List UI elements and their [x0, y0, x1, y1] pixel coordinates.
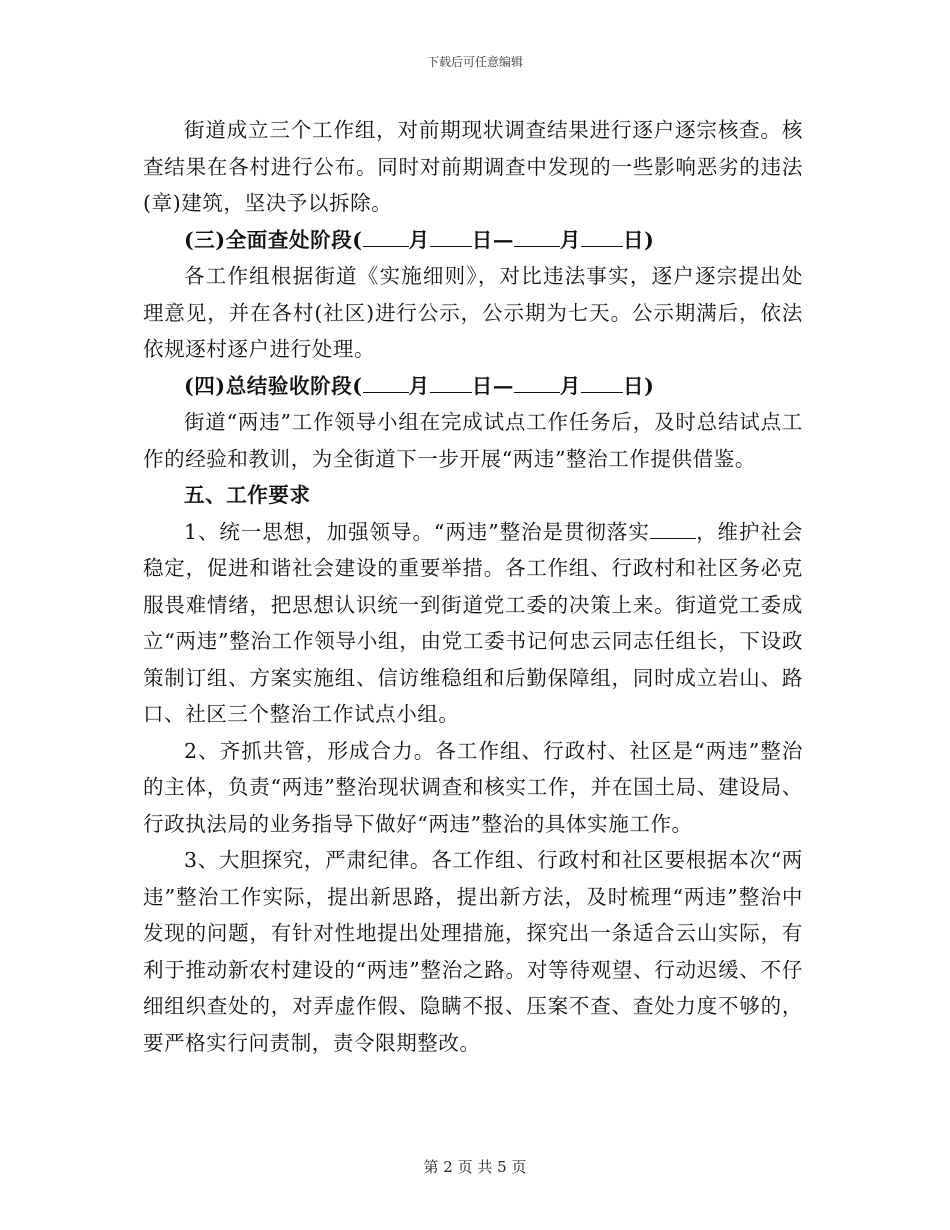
heading-stage-four-title: (四)总结验收阶段( [184, 373, 363, 398]
blank-field [514, 370, 560, 393]
month-label: 月 [559, 373, 582, 398]
document-body [143, 112, 803, 1061]
day-label: 日— [471, 373, 514, 398]
heading-stage-three [143, 222, 803, 259]
paragraph-processing: 各工作组根据街道《实施细则》，对比违法事实，逐户逐宗提出处理意见，并在各村(社区)进行公示，公示期为七天。公示期满后，依法依规逐村逐户进行处理。 [143, 264, 803, 361]
requirement-item-2: 2、齐抓共管，形成合力。各工作组、行政村、社区是“两违”整治的主体，负责“两违”整治现状调查和核实工作，并在国土局、建设局、行政执法局的业务指导下做好“两违”整治的具体实施工作。 [143, 738, 803, 836]
requirement-item-1-rest: ，维护社会稳定，促进和谐社会建设的重要举措。各工作组、行政村和社区务必克服畏难情绪，把思想认识统一到街道党工委的决策上来。街道党工委成立“两违”整治工作领导小组，由党工委书记何忠云同志任组长，下设政策制订组、方案实施组、信访维稳组和后勤保障组，同时成立岩山、路口、社区三个整治工作试点小组。 [143, 519, 803, 726]
paragraph-summary: 街道“两违”工作领导小组在完成试点工作任务后，及时总结试点工作的经验和教训，为全街道下一步开展“两违”整治工作提供借鉴。 [143, 410, 803, 471]
requirement-item-1 [143, 514, 803, 733]
day-label: 日) [623, 373, 655, 398]
blank-field [581, 224, 623, 247]
blank-field [430, 370, 472, 393]
paragraph-verification: 街道成立三个工作组，对前期现状调查结果进行逐户逐宗核查。核查结果在各村进行公布。同时对前期调查中发现的一些影响恶劣的违法(章)建筑，坚决予以拆除。 [143, 118, 803, 215]
day-label: 日— [471, 227, 514, 252]
blank-field [430, 224, 472, 247]
blank-field [650, 516, 696, 539]
month-label: 月 [559, 227, 582, 252]
month-label: 月 [408, 373, 430, 398]
requirement-item-1-lead: 1、统一思想，加强领导。“两违”整治是贯彻落实 [184, 519, 650, 544]
heading-stage-four [143, 368, 803, 405]
blank-field [581, 370, 623, 393]
blank-field [363, 370, 409, 393]
heading-work-requirements: 五、工作要求 [184, 483, 311, 507]
page-header-note: 下载后可任意编辑 [426, 55, 523, 69]
month-label: 月 [408, 227, 430, 252]
page-number: 第 2 页 共 5 页 [423, 1158, 527, 1176]
blank-field [363, 224, 409, 247]
requirement-item-3: 3、大胆探究，严肃纪律。各工作组、行政村和社区要根据本次“两违”整治工作实际，提出新思路，提出新方法，及时梳理“两违”整治中发现的问题，有针对性地提出处理措施，探究出一条适合云山实际，有利于推动新农村建设的“两违”整治之路。对等待观望、行动迟缓、不仔细组织查处的，对弄虚作假、隐瞒不报、压案不查、查处力度不够的，要严格实行问责制，责令限期整改。 [143, 848, 803, 1055]
blank-field [514, 224, 560, 247]
heading-stage-three-title: (三)全面查处阶段( [184, 227, 363, 252]
day-label: 日) [623, 227, 655, 252]
